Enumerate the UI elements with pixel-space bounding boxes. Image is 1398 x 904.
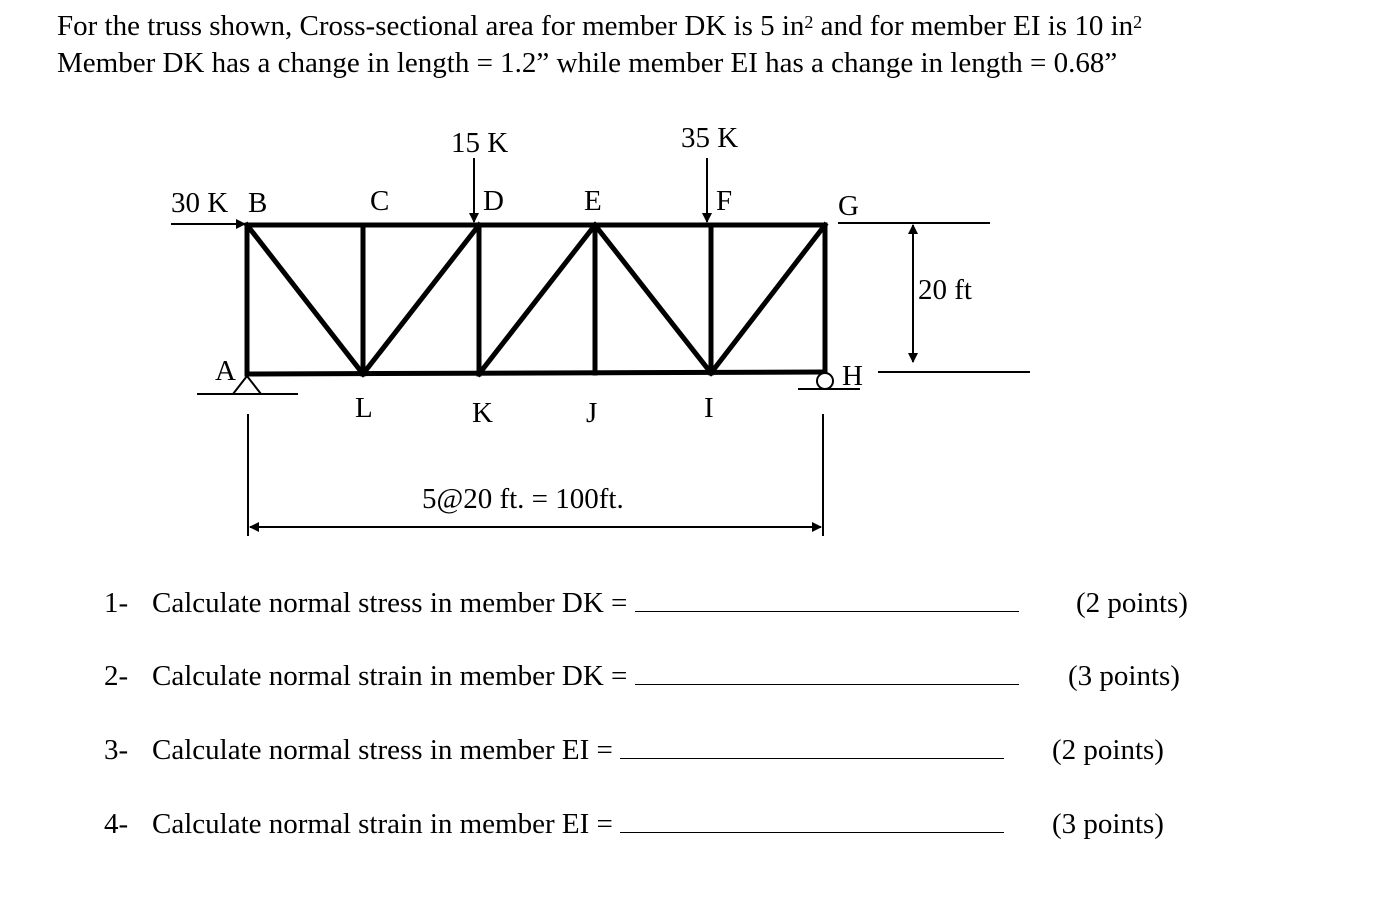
- answer-blank-3[interactable]: [620, 734, 1004, 759]
- question-3: 3- Calculate normal stress in member EI = (2 points): [104, 734, 1164, 766]
- load-label-f: 35 K: [681, 122, 739, 154]
- node-label-h: H: [842, 360, 863, 392]
- node-label-k: K: [472, 397, 493, 429]
- truss-members: [247, 225, 825, 374]
- node-label-c: C: [370, 185, 390, 217]
- question-4: 4- Calculate normal strain in member EI = (3 points): [104, 808, 1164, 840]
- member-bl: [247, 225, 363, 374]
- question-1: 1- Calculate normal stress in member DK = (2 points): [104, 587, 1188, 619]
- pin-support-a: [197, 376, 298, 394]
- answer-blank-2[interactable]: [635, 660, 1019, 685]
- node-label-j: J: [586, 397, 598, 429]
- node-label-f: F: [716, 185, 733, 217]
- statement-line-1: For the truss shown, Cross-sectional area for member DK is 5 $in^2$ and for member EI is 10 $in^2$: [57, 10, 1143, 42]
- question-2: 2- Calculate normal strain in member DK = (3 points): [104, 660, 1180, 692]
- node-label-g: G: [838, 190, 859, 222]
- node-label-d: D: [483, 185, 504, 217]
- node-label-l: L: [355, 392, 373, 424]
- node-label-a: A: [215, 355, 236, 387]
- height-label: 20 ft: [918, 274, 972, 306]
- span-label: 5@20 ft. = 100ft.: [422, 483, 624, 515]
- node-label-b: B: [248, 187, 268, 219]
- node-label-e: E: [584, 185, 602, 217]
- span-dimension: [248, 414, 823, 536]
- answer-blank-1[interactable]: [635, 587, 1019, 612]
- member-dl: [363, 225, 479, 374]
- node-label-i: I: [704, 392, 714, 424]
- answer-blank-4[interactable]: [620, 808, 1004, 833]
- bottom-chord: [247, 372, 825, 374]
- member-gi: [711, 225, 825, 373]
- load-label-d: 15 K: [451, 127, 509, 159]
- statement-line-2: Member DK has a change in length = 1.2” while member EI has a change in length = 0.68”: [57, 47, 1118, 79]
- member-ei: [595, 225, 711, 373]
- load-label-b: 30 K: [171, 187, 229, 219]
- member-ek: [479, 225, 595, 374]
